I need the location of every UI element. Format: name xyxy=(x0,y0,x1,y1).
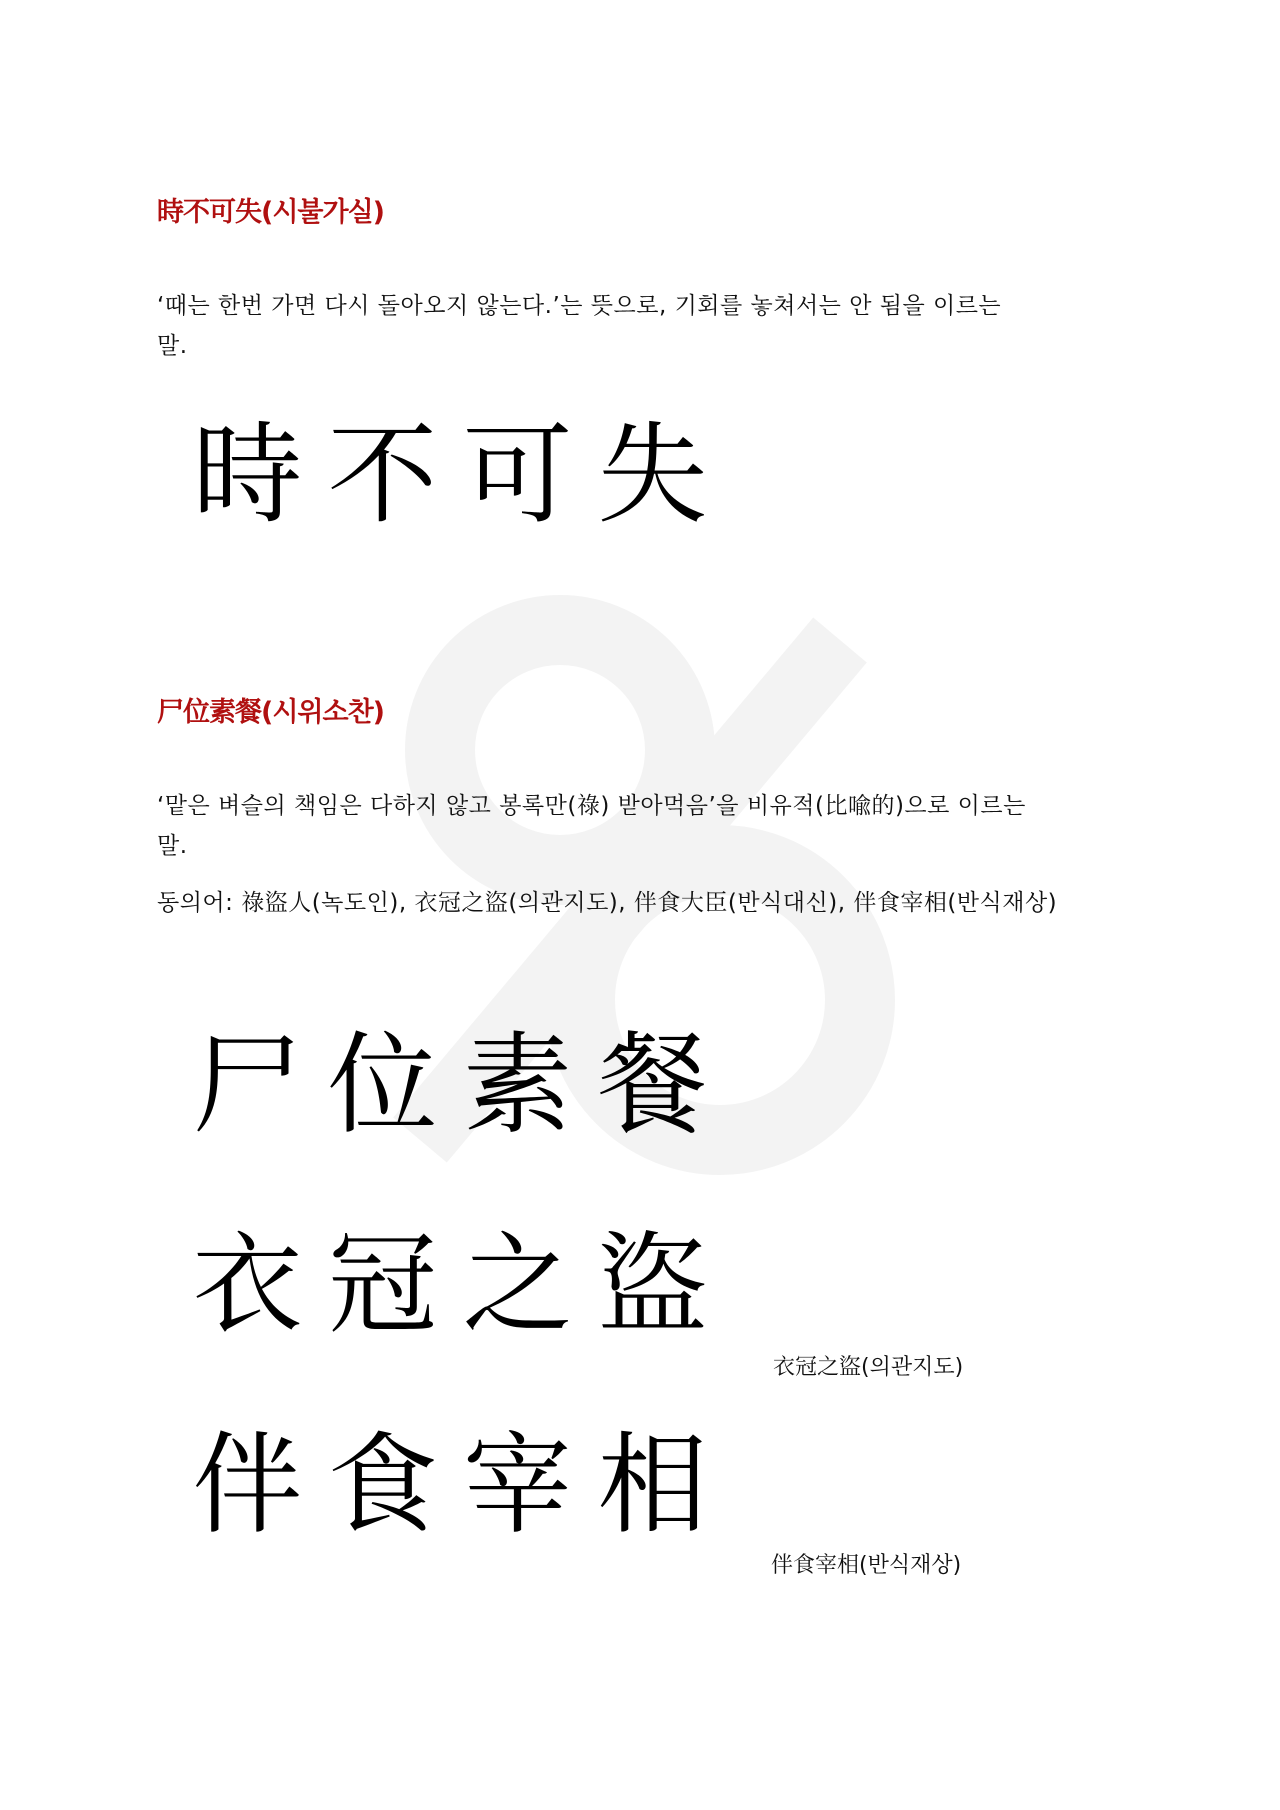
description-line: ‘맡은 벼슬의 책임은 다하지 않고 봉록만(祿) 받아먹음’을 비유적(比喩的)으로 이르는 xyxy=(157,793,1026,819)
ancient-glyph-image: 伴 xyxy=(192,1421,303,1549)
ancient-glyph-image: 不 xyxy=(327,411,438,539)
ancient-glyph-image: 相 xyxy=(597,1421,708,1549)
ancient-glyph-image: 食 xyxy=(327,1421,438,1549)
ancient-glyph-image: 盜 xyxy=(597,1221,708,1349)
synonyms-line: 동의어: 祿盜人(녹도인), 衣冠之盜(의관지도), 伴食大臣(반식대신), 伴食宰相(반식재상) xyxy=(157,890,1058,916)
ancient-glyph-row xyxy=(180,1210,720,1360)
ancient-glyph-image: 位 xyxy=(327,1021,438,1149)
ancient-glyph-image: 宰 xyxy=(462,1421,573,1549)
glyph-caption: 衣冠之盜(의관지도) xyxy=(773,1355,964,1380)
ancient-glyph-image: 衣 xyxy=(192,1221,303,1349)
section-description xyxy=(157,286,1117,366)
ancient-glyph-image: 尸 xyxy=(192,1021,303,1149)
ancient-glyph-image: 時 xyxy=(192,411,303,539)
section-description xyxy=(157,786,1117,866)
ancient-glyph-image: 之 xyxy=(462,1221,573,1349)
ancient-glyph-image: 餐 xyxy=(597,1021,708,1149)
section-title: 尸位素餐(시위소찬) xyxy=(157,697,385,728)
ancient-glyph-image: 冠 xyxy=(327,1221,438,1349)
description-line: ‘때는 한번 가면 다시 돌아오지 않는다.’는 뜻으로, 기회를 놓쳐서는 안 됨을 이르는 xyxy=(157,293,1002,319)
ancient-glyph-row xyxy=(180,400,720,550)
ancient-glyph-image: 失 xyxy=(597,411,708,539)
ancient-glyph-row xyxy=(180,1010,720,1160)
ancient-glyph-row xyxy=(180,1410,720,1560)
description-line: 말. xyxy=(157,833,188,859)
section-title: 時不可失(시불가실) xyxy=(157,197,385,228)
ancient-glyph-image: 可 xyxy=(462,411,573,539)
description-line: 말. xyxy=(157,333,188,359)
ancient-glyph-image: 素 xyxy=(462,1021,573,1149)
glyph-caption: 伴食宰相(반식재상) xyxy=(771,1553,962,1578)
